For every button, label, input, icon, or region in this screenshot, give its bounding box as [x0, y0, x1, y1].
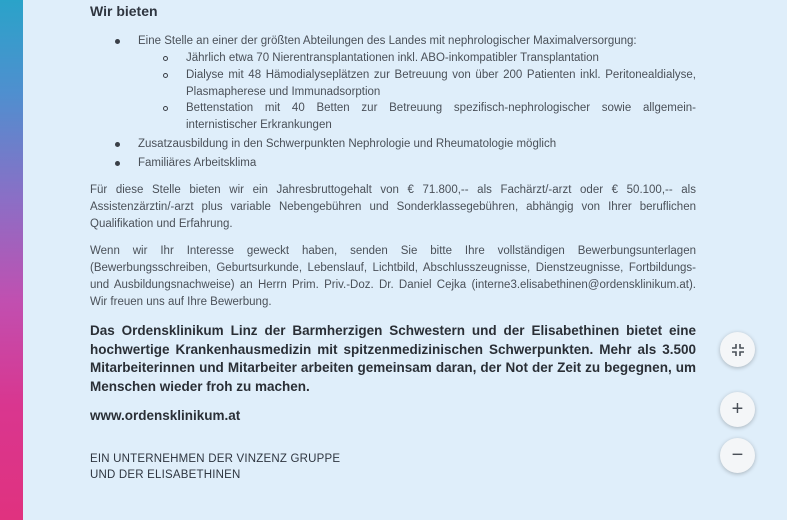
sub-offer-item: Dialyse mit 48 Hämodialyseplätzen zur Betreuung von über 200 Patienten inkl. Peritonealdialyse, Plasmapherese und Immunadsorption: [186, 69, 696, 98]
bullet-dot: [115, 161, 120, 166]
bullet-dot: [115, 142, 120, 147]
zoom-in-button[interactable]: +: [720, 392, 755, 427]
sub-bullet-circle: [163, 73, 168, 78]
footer-line-2: UND DER ELISABETHINEN: [90, 468, 241, 481]
sub-offer-item: Bettenstation mit 40 Betten zur Betreuung spezifisch-nephrologischer sowie allgemein-internistischer Erkrankungen: [186, 102, 696, 131]
salary-paragraph: Für diese Stelle bieten wir ein Jahresbruttogehalt von € 71.800,-- als Fachärzt/-arzt oder € 50.100,-- als Assistenzärztin/-arzt plus variable Nebengebühren und Sonderklassegebühren, abhängig von Ihrer beruflichen Qualifikation und Erfahrung.: [90, 184, 696, 230]
sub-bullet-circle: [163, 56, 168, 61]
sub-bullet-circle: [163, 106, 168, 111]
footer-line-1: EIN UNTERNEHMEN DER VINZENZ GRUPPE: [90, 453, 341, 465]
collapse-button[interactable]: [720, 332, 755, 367]
offer-item: Eine Stelle an einer der größten Abteilungen des Landes mit nephrologischer Maximalversorgung:: [138, 35, 637, 47]
footer-group: [90, 452, 340, 483]
sub-offer-item: Jährlich etwa 70 Nierentransplantationen inkl. ABO-inkompatibler Transplantation: [186, 52, 599, 64]
brand-gradient-bar: [0, 0, 23, 520]
offer-item: Familiäres Arbeitsklima: [138, 157, 257, 169]
company-paragraph: Das Ordensklinikum Linz der Barmherzigen Schwestern und der Elisabethinen bietet eine hochwertige Krankenhausmedizin mit spitzenmedizinischen Schwerpunkten. Mehr als 3.500 Mitarbeiterinnen und Mitarbeiter arbeiten gemeinsam daran, der Not der Zeit zu begegnen, um Menschen wieder froh zu machen.: [90, 323, 696, 394]
website-link[interactable]: www.ordensklinikum.at: [90, 408, 241, 423]
section-heading: Wir bieten: [90, 3, 158, 19]
zoom-out-button[interactable]: −: [720, 438, 755, 473]
collapse-icon: [731, 343, 745, 357]
offer-item: Zusatzausbildung in den Schwerpunkten Nephrologie und Rheumatologie möglich: [138, 138, 557, 150]
bullet-dot: [115, 39, 120, 44]
application-paragraph: Wenn wir Ihr Interesse geweckt haben, senden Sie bitte Ihre vollständigen Bewerbungsunterlagen (Bewerbungsschreiben, Geburtsurkunde, Lebenslauf, Lichtbild, Abschlusszeugnisse, Dienstzeugnisse, Fortbildungs- und Ausbildungsnachweise) an Herrn Prim. Priv.-Doz. Dr. Daniel Cejka (interne3.elisabethinen@ordensklinikum.at). Wir freuen uns auf Ihre Bewerbung.: [90, 245, 696, 308]
